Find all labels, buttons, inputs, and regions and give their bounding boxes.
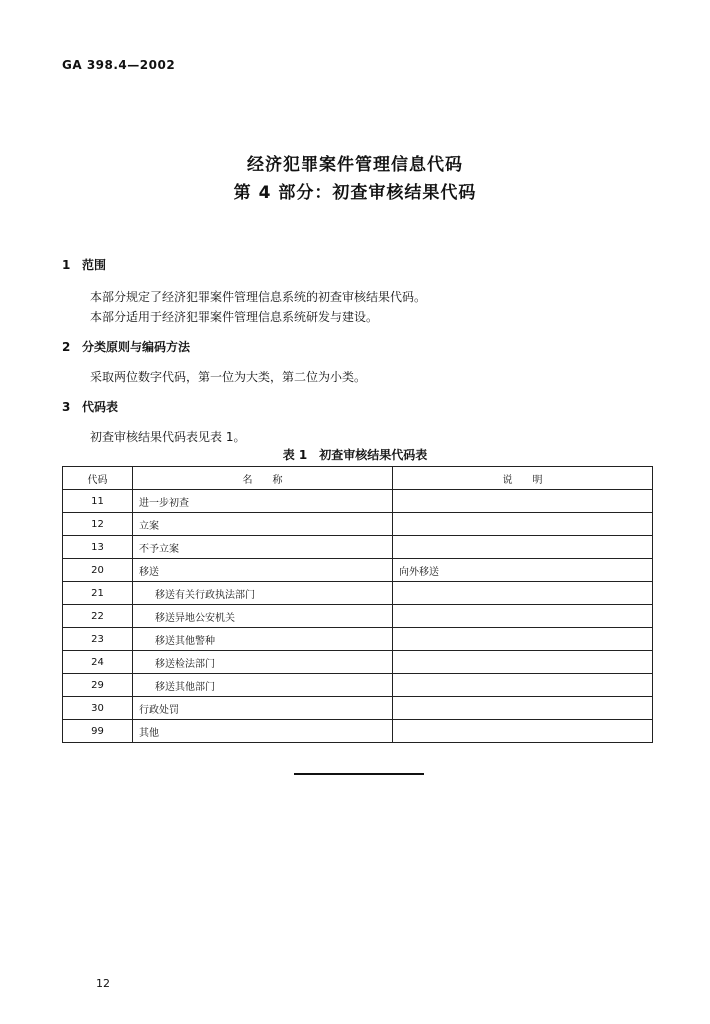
section-number: 1 bbox=[62, 258, 71, 272]
table-row bbox=[63, 536, 653, 559]
cell-desc bbox=[393, 720, 653, 743]
cell-desc bbox=[393, 513, 653, 536]
cell-desc bbox=[393, 582, 653, 605]
cell-desc bbox=[393, 674, 653, 697]
cell-code: 24 bbox=[63, 651, 133, 674]
cell-name: 移送检法部门 bbox=[133, 651, 393, 674]
section-1-heading bbox=[62, 256, 106, 273]
section-number: 3 bbox=[62, 400, 71, 414]
section-title: 代码表 bbox=[82, 400, 119, 414]
cell-code: 11 bbox=[63, 490, 133, 513]
table-row bbox=[63, 513, 653, 536]
cell-code: 22 bbox=[63, 605, 133, 628]
scope-paragraph-2: 本部分适用于经济犯罪案件管理信息系统研发与建设。 bbox=[90, 310, 379, 324]
table-row bbox=[63, 651, 653, 674]
end-rule bbox=[294, 773, 424, 775]
cell-code: 21 bbox=[63, 582, 133, 605]
section-title: 分类原则与编码方法 bbox=[82, 340, 191, 354]
cell-code: 20 bbox=[63, 559, 133, 582]
section-number: 2 bbox=[62, 340, 71, 354]
header-name: 名 称 bbox=[133, 467, 393, 490]
section-title: 范围 bbox=[82, 258, 107, 272]
code-table bbox=[62, 466, 653, 743]
cell-code: 29 bbox=[63, 674, 133, 697]
cell-name: 移送异地公安机关 bbox=[133, 605, 393, 628]
cell-desc bbox=[393, 628, 653, 651]
cell-desc bbox=[393, 536, 653, 559]
table-row bbox=[63, 674, 653, 697]
table-row bbox=[63, 720, 653, 743]
table-row bbox=[63, 582, 653, 605]
cell-name: 移送其他警种 bbox=[133, 628, 393, 651]
scope-paragraph-1: 本部分规定了经济犯罪案件管理信息系统的初查审核结果代码。 bbox=[90, 290, 427, 304]
cell-code: 99 bbox=[63, 720, 133, 743]
cell-desc bbox=[393, 651, 653, 674]
cell-name: 不予立案 bbox=[133, 536, 393, 559]
document-title: 经济犯罪案件管理信息代码 bbox=[247, 155, 463, 175]
table-row bbox=[63, 628, 653, 651]
header-code: 代码 bbox=[63, 467, 133, 490]
cell-code: 23 bbox=[63, 628, 133, 651]
table-row bbox=[63, 605, 653, 628]
standard-number: GA 398.4—2002 bbox=[62, 58, 176, 72]
cell-desc bbox=[393, 490, 653, 513]
cell-name: 行政处罚 bbox=[133, 697, 393, 720]
section-2-heading bbox=[62, 338, 190, 355]
header-desc: 说 明 bbox=[393, 467, 653, 490]
cell-name: 立案 bbox=[133, 513, 393, 536]
section-3-heading bbox=[62, 398, 118, 415]
cell-name: 进一步初查 bbox=[133, 490, 393, 513]
document-subtitle: 第 4 部分：初查审核结果代码 bbox=[233, 183, 477, 203]
cell-desc bbox=[393, 605, 653, 628]
cell-name: 移送 bbox=[133, 559, 393, 582]
table-row bbox=[63, 697, 653, 720]
cell-name: 移送其他部门 bbox=[133, 674, 393, 697]
cell-code: 30 bbox=[63, 697, 133, 720]
cell-name: 其他 bbox=[133, 720, 393, 743]
cell-code: 12 bbox=[63, 513, 133, 536]
table-row bbox=[63, 490, 653, 513]
cell-code: 13 bbox=[63, 536, 133, 559]
table-intro: 初查审核结果代码表见表 1。 bbox=[90, 430, 246, 444]
method-paragraph: 采取两位数字代码，第一位为大类，第二位为小类。 bbox=[90, 370, 367, 384]
cell-desc bbox=[393, 697, 653, 720]
table-header-row bbox=[63, 467, 653, 490]
page-number: 12 bbox=[96, 977, 110, 990]
cell-name: 移送有关行政执法部门 bbox=[133, 582, 393, 605]
cell-desc: 向外移送 bbox=[393, 559, 653, 582]
table-row bbox=[63, 559, 653, 582]
table-caption: 表 1 初查审核结果代码表 bbox=[282, 448, 428, 462]
